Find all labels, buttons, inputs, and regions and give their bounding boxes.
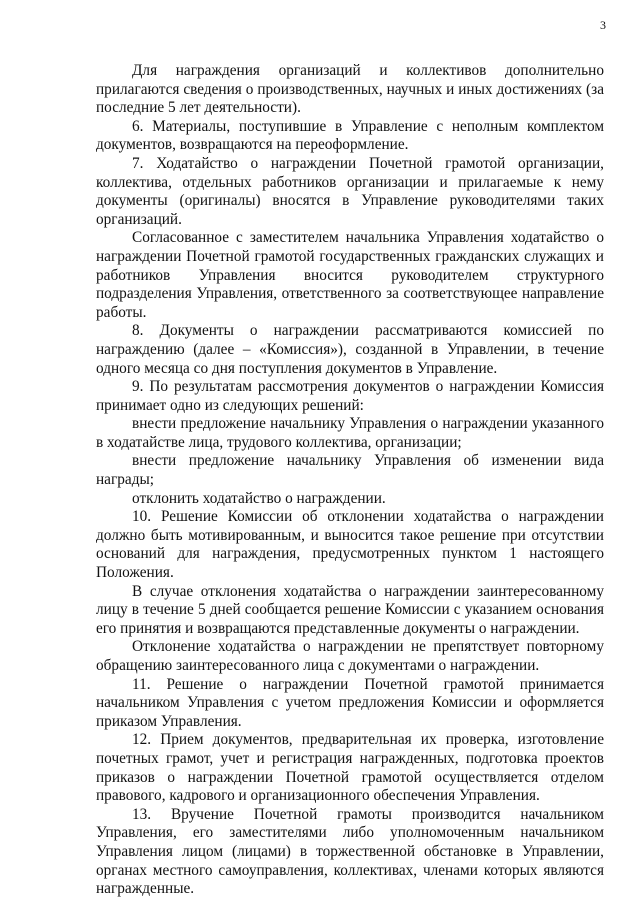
- paragraph-org-achievements: Для награждения организаций и коллективов дополнительно прилагаются сведения о производственных, научных и иных достижениях (за последние 5 лет деятельности).: [96, 62, 604, 117]
- paragraph-rejection-notice: В случае отклонения ходатайства о награждении заинтересованному лицу в течение 5 дней сообщается решение Комиссии с указанием основания его принятия и возвращаются представленные документы о награждении.: [96, 582, 604, 637]
- page-number: 3: [600, 18, 606, 32]
- document-body: [96, 62, 604, 899]
- paragraph-item-11: 11. Решение о награждении Почетной грамотой принимается начальником Управления с учетом предложения Комиссии и оформляется приказом Управления.: [96, 675, 604, 730]
- decision-option-award: внести предложение начальнику Управления о награждении указанного в ходатайстве лица, трудового коллектива, организации;: [96, 415, 604, 451]
- paragraph-item-7: 7. Ходатайство о награждении Почетной грамотой организации, коллектива, отдельных работников организации и прилагаемые к нему документы (оригиналы) вносятся в Управление руководителями таких организаций.: [96, 154, 604, 228]
- paragraph-item-10: 10. Решение Комиссии об отклонении ходатайства о награждении должно быть мотивированным, и выносится такое решение при отсутствии оснований для награждения, предусмотренных пунктом 1 настоящего Положения.: [96, 508, 604, 582]
- paragraph-agreed-petition: Согласованное с заместителем начальника Управления ходатайство о награждении Почетной грамотой государственных гражданских служащих и работников Управления вносится руководителем структурного подразделения Управления, ответственного за соответствующее направление работы.: [96, 229, 604, 321]
- paragraph-item-8: 8. Документы о награждении рассматриваются комиссией по награждению (далее – «Комиссия»), созданной в Управлении, в течение одного месяца со дня поступления документов в Управление.: [96, 322, 604, 377]
- decision-option-reject: отклонить ходатайство о награждении.: [132, 489, 386, 507]
- decision-option-change-type: внести предложение начальнику Управления об изменении вида награды;: [96, 452, 604, 489]
- paragraph-item-12: 12. Прием документов, предварительная их проверка, изготовление почетных грамот, учет и регистрация награжденных, подготовка проектов приказов о награждении Почетной грамотой осуществляется отделом правового, кадрового и организационного обеспечения Управления.: [96, 731, 604, 805]
- paragraph-item-9: 9. По результатам рассмотрения документов о награждении Комиссия принимает одно из следующих решений:: [96, 378, 604, 414]
- paragraph-repeat-application: Отклонение ходатайства о награждении не препятствует повторному обращению заинтересованного лица с документами о награждении.: [96, 638, 604, 674]
- paragraph-item-6: 6. Материалы, поступившие в Управление с неполным комплектом документов, возвращаются на переоформление.: [96, 117, 604, 154]
- paragraph-item-13: 13. Вручение Почетной грамоты производится начальником Управления, его заместителями либо уполномоченным начальником Управления лицом (лицами) в торжественной обстановке в Управлении, органах местного самоуправления, коллективах, членами которых являются награжденные.: [96, 805, 604, 898]
